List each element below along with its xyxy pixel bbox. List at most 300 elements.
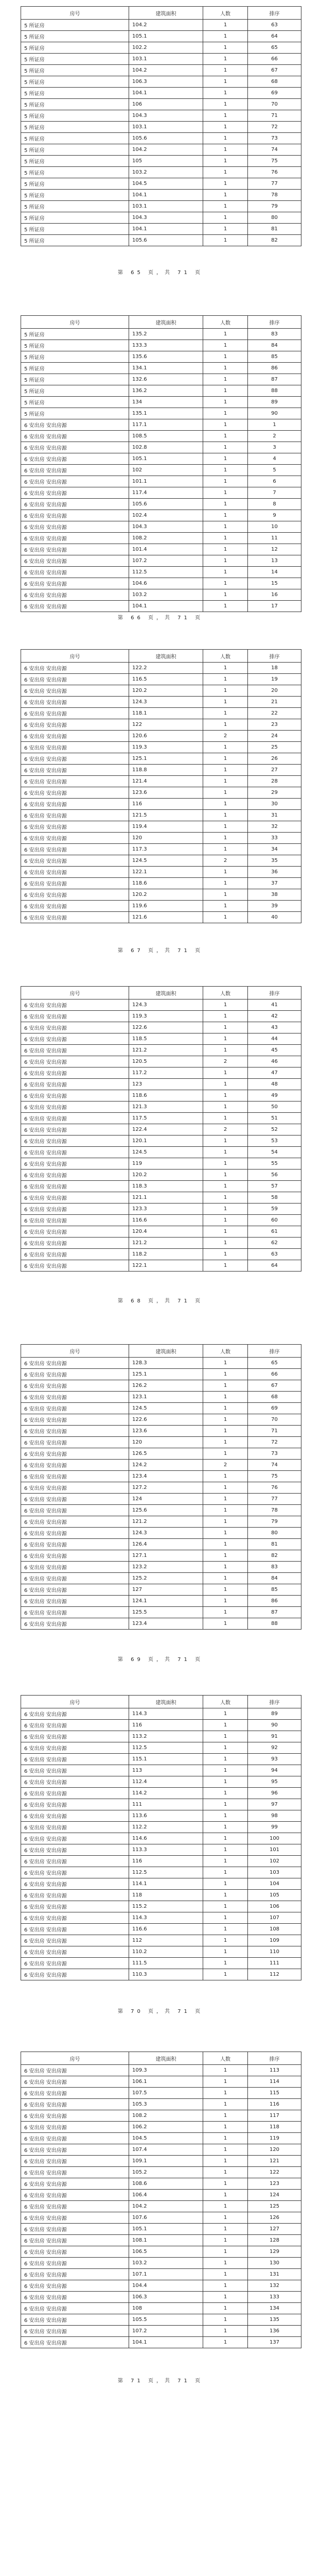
page-number: 第 65 页，共 71 页 (117, 270, 204, 276)
table-row (21, 178, 301, 190)
cell-rank: 89 (248, 397, 301, 408)
cell-count: 1 (203, 1067, 248, 1079)
table-row (21, 122, 301, 133)
table-row (21, 1742, 301, 1754)
header-rank: 排序 (248, 7, 301, 20)
cell-room: 6 安出房 安出房源 (21, 1833, 129, 1844)
cell-count: 1 (203, 2303, 248, 2314)
cell-rank: 32 (248, 821, 301, 833)
cell-room: 6 安出房 安出房源 (21, 1562, 129, 1573)
cell-area: 109.1 (129, 2156, 203, 2167)
cell-room: 5 所证房 (21, 156, 129, 167)
table-row (21, 31, 301, 42)
cell-area: 106.5 (129, 2246, 203, 2258)
cell-rank: 77 (248, 1494, 301, 1505)
cell-room: 5 所证房 (21, 212, 129, 224)
cell-rank: 33 (248, 833, 301, 844)
cell-rank: 126 (248, 2212, 301, 2224)
table-header (21, 1345, 301, 1358)
cell-area: 103.2 (129, 2258, 203, 2269)
cell-area: 119.3 (129, 1011, 203, 1022)
cell-count: 1 (203, 1720, 248, 1731)
cell-area: 122.6 (129, 1414, 203, 1426)
cell-area: 123.4 (129, 1618, 203, 1630)
cell-area: 123.6 (129, 787, 203, 799)
cell-rank: 5 (248, 465, 301, 476)
table-row (21, 1935, 301, 1946)
cell-count: 1 (203, 787, 248, 799)
table-row (21, 1022, 301, 1033)
table-row (21, 1101, 301, 1113)
cell-rank: 85 (248, 1584, 301, 1596)
cell-count: 1 (203, 374, 248, 385)
cell-area: 101.4 (129, 544, 203, 555)
cell-room: 6 安出房 安出房源 (21, 1573, 129, 1584)
cell-count: 1 (203, 742, 248, 753)
cell-count: 1 (203, 110, 248, 122)
cell-room: 6 安出房 安出房源 (21, 1090, 129, 1101)
table-row (21, 2326, 301, 2337)
table-row (21, 2122, 301, 2133)
cell-room: 6 安出房 安出房源 (21, 2167, 129, 2178)
cell-area: 123.4 (129, 1471, 203, 1482)
cell-room: 6 安出房 安出房源 (21, 1867, 129, 1878)
cell-area: 122.1 (129, 867, 203, 878)
cell-area: 106 (129, 99, 203, 110)
table-row (21, 1562, 301, 1573)
cell-room: 6 安出房 安出房源 (21, 2280, 129, 2292)
cell-rank: 66 (248, 54, 301, 65)
table-row (21, 1618, 301, 1630)
cell-rank: 45 (248, 1045, 301, 1056)
cell-area: 103.1 (129, 201, 203, 212)
cell-count: 1 (203, 719, 248, 731)
table-row (21, 2190, 301, 2201)
cell-area: 104.1 (129, 2337, 203, 2348)
cell-count: 1 (203, 1878, 248, 1890)
cell-room: 6 安出房 安出房源 (21, 1136, 129, 1147)
cell-room: 5 所证房 (21, 20, 129, 31)
cell-rank: 124 (248, 2190, 301, 2201)
table-row (21, 1890, 301, 1901)
cell-count: 1 (203, 1607, 248, 1618)
table-row (21, 521, 301, 533)
cell-room: 6 安出房 安出房源 (21, 1584, 129, 1596)
cell-area: 121.3 (129, 1101, 203, 1113)
table-header (21, 7, 301, 20)
table-row (21, 1067, 301, 1079)
cell-area: 124.5 (129, 855, 203, 867)
cell-rank: 46 (248, 1056, 301, 1067)
cell-count: 1 (203, 224, 248, 235)
cell-count: 1 (203, 2258, 248, 2269)
cell-area: 123 (129, 1079, 203, 1090)
table-row (21, 1147, 301, 1158)
table-row (21, 1539, 301, 1550)
cell-count: 1 (203, 1516, 248, 1528)
cell-room: 6 安出房 安出房源 (21, 1494, 129, 1505)
cell-room: 5 所证房 (21, 408, 129, 419)
cell-room: 6 安出房 安出房源 (21, 1181, 129, 1192)
cell-area: 108.2 (129, 2110, 203, 2122)
cell-room: 6 安出房 安出房源 (21, 555, 129, 567)
cell-count: 1 (203, 697, 248, 708)
page-number: 第 68 页，共 71 页 (117, 1298, 204, 1304)
cell-count: 1 (203, 2156, 248, 2167)
table-row (21, 1249, 301, 1260)
cell-rank: 10 (248, 521, 301, 533)
cell-area: 112.5 (129, 1742, 203, 1754)
cell-count: 1 (203, 1742, 248, 1754)
cell-area: 123.6 (129, 1426, 203, 1437)
cell-count: 1 (203, 1935, 248, 1946)
cell-count: 1 (203, 1369, 248, 1380)
table-row (21, 685, 301, 697)
cell-rank: 92 (248, 1742, 301, 1754)
header-area: 建筑面积 (129, 987, 203, 999)
table-row (21, 340, 301, 351)
cell-rank: 90 (248, 408, 301, 419)
cell-count: 1 (203, 1147, 248, 1158)
cell-room: 6 安出房 安出房源 (21, 1249, 129, 1260)
cell-area: 107.4 (129, 2144, 203, 2156)
cell-count: 1 (203, 1414, 248, 1426)
table-row (21, 2246, 301, 2258)
cell-count: 1 (203, 431, 248, 442)
cell-room: 6 安出房 安出房源 (21, 2099, 129, 2110)
cell-area: 118.1 (129, 708, 203, 719)
cell-room: 5 所证房 (21, 133, 129, 144)
table-row (21, 731, 301, 742)
cell-rank: 123 (248, 2178, 301, 2190)
cell-count: 1 (203, 1113, 248, 1124)
table-row (21, 1437, 301, 1448)
cell-area: 104.5 (129, 2133, 203, 2144)
table-row (21, 1720, 301, 1731)
cell-count: 1 (203, 1618, 248, 1630)
cell-room: 6 安出房 安出房源 (21, 2246, 129, 2258)
cell-room: 6 安出房 安出房源 (21, 1460, 129, 1471)
cell-rank: 72 (248, 122, 301, 133)
cell-area: 118.6 (129, 878, 203, 889)
cell-area: 119 (129, 1158, 203, 1170)
cell-area: 113.2 (129, 1731, 203, 1742)
header-area: 建筑面积 (129, 2052, 203, 2065)
cell-area: 120 (129, 1437, 203, 1448)
table-row (21, 765, 301, 776)
cell-count: 1 (203, 2178, 248, 2190)
cell-count: 1 (203, 533, 248, 544)
cell-area: 118 (129, 1890, 203, 1901)
cell-area: 105.1 (129, 2224, 203, 2235)
cell-room: 6 安出房 安出房源 (21, 2212, 129, 2224)
cell-room: 5 所证房 (21, 144, 129, 156)
cell-rank: 87 (248, 374, 301, 385)
cell-room: 6 安出房 安出房源 (21, 1742, 129, 1754)
cell-count: 1 (203, 1731, 248, 1742)
cell-rank: 67 (248, 1380, 301, 1392)
header-room: 房号 (21, 7, 129, 20)
cell-rank: 16 (248, 589, 301, 601)
cell-count: 1 (203, 674, 248, 685)
table-row (21, 1448, 301, 1460)
cell-area: 112.5 (129, 1867, 203, 1878)
cell-rank: 106 (248, 1901, 301, 1912)
table-row (21, 1124, 301, 1136)
table-row (21, 663, 301, 674)
page-number: 第 66 页，共 71 页 (117, 615, 204, 621)
cell-rank: 21 (248, 697, 301, 708)
cell-count: 1 (203, 133, 248, 144)
table-row (21, 1901, 301, 1912)
table-row (21, 2065, 301, 2076)
cell-count: 1 (203, 1924, 248, 1935)
cell-rank: 77 (248, 178, 301, 190)
table-row (21, 1204, 301, 1215)
cell-rank: 7 (248, 487, 301, 499)
cell-rank: 88 (248, 1618, 301, 1630)
cell-room: 5 所证房 (21, 54, 129, 65)
cell-count: 1 (203, 2280, 248, 2292)
table-header (21, 2052, 301, 2065)
cell-area: 102 (129, 465, 203, 476)
cell-count: 1 (203, 65, 248, 76)
table-row (21, 397, 301, 408)
cell-count: 1 (203, 1584, 248, 1596)
cell-room: 6 安出房 安出房源 (21, 1238, 129, 1249)
cell-area: 124.5 (129, 1403, 203, 1414)
cell-rank: 128 (248, 2235, 301, 2246)
cell-rank: 119 (248, 2133, 301, 2144)
cell-room: 6 安出房 安出房源 (21, 2303, 129, 2314)
cell-count: 1 (203, 1958, 248, 1969)
cell-area: 111 (129, 1799, 203, 1810)
cell-rank: 63 (248, 20, 301, 31)
cell-rank: 84 (248, 340, 301, 351)
cell-rank: 20 (248, 685, 301, 697)
cell-count: 1 (203, 555, 248, 567)
cell-room: 6 安出房 安出房源 (21, 2110, 129, 2122)
cell-area: 103.2 (129, 589, 203, 601)
cell-count: 1 (203, 2212, 248, 2224)
cell-room: 6 安出房 安出房源 (21, 901, 129, 912)
cell-area: 120 (129, 833, 203, 844)
cell-area: 124.2 (129, 1460, 203, 1471)
table-row (21, 2167, 301, 2178)
table-row (21, 674, 301, 685)
cell-rank: 54 (248, 1147, 301, 1158)
cell-room: 6 安出房 安出房源 (21, 2122, 129, 2133)
cell-rank: 69 (248, 1403, 301, 1414)
table-row (21, 719, 301, 731)
cell-room: 6 安出房 安出房源 (21, 2076, 129, 2088)
cell-count: 1 (203, 844, 248, 855)
cell-room: 5 所证房 (21, 351, 129, 363)
table-row (21, 2099, 301, 2110)
cell-room: 6 安出房 安出房源 (21, 787, 129, 799)
cell-area: 118.6 (129, 1090, 203, 1101)
cell-count: 1 (203, 2201, 248, 2212)
cell-area: 120.2 (129, 889, 203, 901)
cell-count: 1 (203, 1596, 248, 1607)
cell-count: 1 (203, 601, 248, 612)
cell-area: 116 (129, 799, 203, 810)
cell-room: 5 所证房 (21, 374, 129, 385)
header-count: 人数 (203, 650, 248, 663)
cell-area: 126.5 (129, 1448, 203, 1460)
cell-rank: 81 (248, 1539, 301, 1550)
cell-room: 6 安出房 安出房源 (21, 1539, 129, 1550)
table-row (21, 1596, 301, 1607)
cell-area: 112.5 (129, 567, 203, 578)
table-row (21, 1946, 301, 1958)
cell-room: 6 安出房 安出房源 (21, 1788, 129, 1799)
cell-rank: 130 (248, 2258, 301, 2269)
cell-rank: 50 (248, 1101, 301, 1113)
cell-count: 1 (203, 1946, 248, 1958)
cell-room: 6 安出房 安出房源 (21, 453, 129, 465)
cell-room: 6 安出房 安出房源 (21, 2178, 129, 2190)
cell-area: 124.1 (129, 1596, 203, 1607)
cell-area: 104.5 (129, 178, 203, 190)
cell-area: 105.3 (129, 2099, 203, 2110)
cell-count: 1 (203, 212, 248, 224)
header-room: 房号 (21, 650, 129, 663)
cell-rank: 73 (248, 1448, 301, 1460)
cell-rank: 26 (248, 753, 301, 765)
table-row (21, 235, 301, 246)
cell-rank: 99 (248, 1822, 301, 1833)
table-row (21, 1392, 301, 1403)
cell-rank: 23 (248, 719, 301, 731)
cell-area: 104.1 (129, 88, 203, 99)
cell-count: 1 (203, 867, 248, 878)
header-rank: 排序 (248, 650, 301, 663)
table-row (21, 329, 301, 340)
table-row (21, 2088, 301, 2099)
cell-count: 1 (203, 2065, 248, 2076)
table-row (21, 42, 301, 54)
table-row (21, 363, 301, 374)
cell-room: 6 安出房 安出房源 (21, 912, 129, 923)
table-row (21, 1494, 301, 1505)
cell-count: 1 (203, 340, 248, 351)
cell-room: 6 安出房 安出房源 (21, 708, 129, 719)
cell-rank: 57 (248, 1181, 301, 1192)
table-row (21, 821, 301, 833)
cell-rank: 36 (248, 867, 301, 878)
table-row (21, 408, 301, 419)
cell-rank: 59 (248, 1204, 301, 1215)
cell-rank: 8 (248, 499, 301, 510)
cell-room: 6 安出房 安出房源 (21, 419, 129, 431)
cell-area: 136.2 (129, 385, 203, 397)
cell-count: 1 (203, 167, 248, 178)
data-table (21, 2052, 301, 2348)
cell-area: 124 (129, 1494, 203, 1505)
cell-room: 6 安出房 安出房源 (21, 533, 129, 544)
table-row (21, 2292, 301, 2303)
cell-room: 6 安出房 安出房源 (21, 2133, 129, 2144)
table-row (21, 1170, 301, 1181)
cell-rank: 93 (248, 1754, 301, 1765)
table-header (21, 987, 301, 999)
cell-area: 115.1 (129, 1754, 203, 1765)
data-table (21, 649, 301, 923)
cell-room: 6 安出房 安出房源 (21, 521, 129, 533)
cell-area: 134.1 (129, 363, 203, 374)
cell-area: 104.3 (129, 521, 203, 533)
cell-rank: 74 (248, 1460, 301, 1471)
cell-count: 1 (203, 1204, 248, 1215)
cell-area: 135.1 (129, 408, 203, 419)
cell-room: 6 安出房 安出房源 (21, 1204, 129, 1215)
cell-area: 120.2 (129, 1170, 203, 1181)
cell-rank: 12 (248, 544, 301, 555)
cell-rank: 75 (248, 156, 301, 167)
cell-count: 1 (203, 201, 248, 212)
cell-area: 125.5 (129, 1607, 203, 1618)
table-row (21, 533, 301, 544)
cell-room: 6 安出房 安出房源 (21, 1392, 129, 1403)
cell-area: 120.6 (129, 731, 203, 742)
cell-rank: 103 (248, 1867, 301, 1878)
cell-rank: 76 (248, 167, 301, 178)
cell-room: 6 安出房 安出房源 (21, 776, 129, 787)
cell-count: 1 (203, 1022, 248, 1033)
cell-room: 6 安出房 安出房源 (21, 1011, 129, 1022)
cell-rank: 114 (248, 2076, 301, 2088)
cell-count: 1 (203, 1249, 248, 1260)
cell-count: 1 (203, 2167, 248, 2178)
table-row (21, 1788, 301, 1799)
cell-area: 117.4 (129, 487, 203, 499)
cell-count: 1 (203, 178, 248, 190)
cell-count: 1 (203, 329, 248, 340)
cell-room: 6 安出房 安出房源 (21, 1765, 129, 1776)
cell-room: 6 安出房 安出房源 (21, 1946, 129, 1958)
table-row (21, 1731, 301, 1742)
cell-room: 6 安出房 安出房源 (21, 589, 129, 601)
cell-count: 1 (203, 351, 248, 363)
cell-room: 5 所证房 (21, 42, 129, 54)
cell-count: 1 (203, 2292, 248, 2303)
cell-area: 123.1 (129, 1392, 203, 1403)
cell-rank: 115 (248, 2088, 301, 2099)
cell-rank: 25 (248, 742, 301, 753)
cell-room: 5 所证房 (21, 110, 129, 122)
table-row (21, 1708, 301, 1720)
cell-count: 1 (203, 901, 248, 912)
cell-rank: 105 (248, 1890, 301, 1901)
cell-rank: 29 (248, 787, 301, 799)
table-row (21, 167, 301, 178)
cell-count: 1 (203, 1844, 248, 1856)
cell-area: 104.6 (129, 578, 203, 589)
cell-rank: 37 (248, 878, 301, 889)
cell-count: 1 (203, 453, 248, 465)
table-row (21, 1045, 301, 1056)
cell-rank: 30 (248, 799, 301, 810)
cell-rank: 118 (248, 2122, 301, 2133)
cell-count: 1 (203, 578, 248, 589)
cell-room: 6 安出房 安出房源 (21, 465, 129, 476)
cell-count: 1 (203, 2246, 248, 2258)
table-row (21, 465, 301, 476)
cell-room: 6 安出房 安出房源 (21, 1358, 129, 1369)
table-row (21, 601, 301, 612)
table-row (21, 1380, 301, 1392)
